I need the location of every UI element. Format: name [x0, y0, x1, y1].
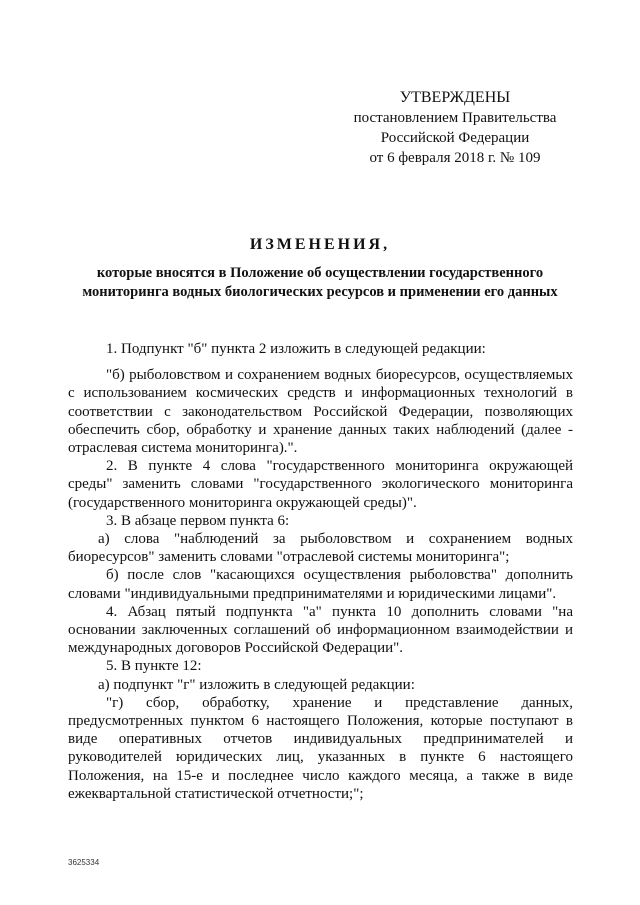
paragraph-quote-b: "б) рыболовством и сохранением водных биоресурсов, осуществляемых с использованием космических средств и информационных технологий в соответствии с законодательством Российской Федерации, позволяющих обеспечить сбор, обработку и хранение данных таких наблюдений (далее - отраслевая система мониторинга).".	[68, 367, 573, 457]
approval-block	[345, 88, 565, 168]
approval-line-3: от 6 февраля 2018 г. № 109	[369, 150, 541, 166]
paragraph-item-2: 2. В пункте 4 слова "государственного мониторинга окружающей среды" заменить словами "государственного экологического мониторинга (государственного мониторинга окружающей среды)".	[68, 458, 573, 511]
paragraph-item-1: 1. Подпункт "б" пункта 2 изложить в следующей редакции:	[106, 341, 486, 357]
document-body	[68, 340, 573, 803]
approval-line-2: Российской Федерации	[380, 130, 530, 146]
approval-line-1: постановлением Правительства	[353, 110, 557, 126]
paragraph-item-3b: б) после слов "касающихся осуществления рыболовства" дополнить словами "индивидуальными предпринимателями и юридическими лицами".	[68, 567, 573, 602]
paragraph-item-4: 4. Абзац пятый подпункта "а" пункта 10 дополнить словами "на основании заключенных соглашений об информационном взаимодействии и международных договоров Российской Федерации".	[68, 603, 573, 657]
approval-heading: УТВЕРЖДЕНЫ	[399, 89, 511, 106]
document-number: 3625334	[68, 858, 100, 867]
paragraph-item-5a: а) подпункт "г" изложить в следующей редакции:	[98, 676, 415, 693]
paragraph-item-3: 3. В абзаце первом пункта 6:	[106, 512, 290, 529]
paragraph-quote-g: "г) сбор, обработку, хранение и представление данных, предусмотренных пунктом 6 настоящего Положения, которые поступают в виде оперативных отчетов индивидуальных предпринимателей и руководителей юридических лиц, указанных в пункте 6 настоящего Положения, на 15-е и последнее число каждого месяца, а также в виде ежеквартальной статистической отчетности;";	[68, 694, 573, 802]
paragraph-item-3a: а) слова "наблюдений за рыболовством и сохранением водных биоресурсов" заменить словами "отраслевой системы мониторинга";	[68, 531, 573, 566]
paragraph-item-5: 5. В пункте 12:	[106, 658, 202, 675]
document-title: ИЗМЕНЕНИЯ,	[249, 236, 391, 253]
document-subtitle: которые вносятся в Положение об осуществлении государственного мониторинга водных биологических ресурсов и применении его данных	[82, 265, 558, 300]
